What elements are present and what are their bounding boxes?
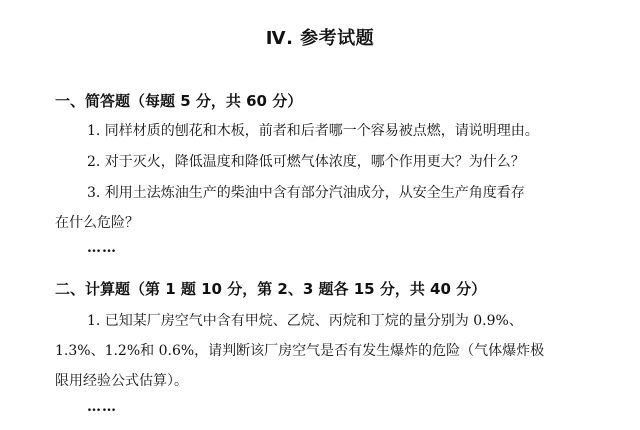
question-line: 1. 已知某厂房空气中含有甲烷、乙烷、丙烷和丁烷的量分别为 0.9%、 bbox=[87, 313, 523, 329]
question-line: 1. 同样材质的刨花和木板，前者和后者哪一个容易被点燃，请说明理由。 bbox=[87, 123, 539, 139]
section-heading-short-answer: 一、简答题（每题 5 分，共 60 分） bbox=[55, 92, 303, 110]
question-line: 3. 利用土法炼油生产的柴油中含有部分汽油成分，从安全生产角度看存 bbox=[87, 185, 525, 201]
question-line: 2. 对于灭火，降低温度和降低可燃气体浓度，哪个作用更大？为什么？ bbox=[87, 154, 525, 170]
question-line-continuation: 在什么危险？ bbox=[55, 215, 139, 231]
section-heading-calculation: 二、计算题（第 1 题 10 分，第 2、3 题各 15 分，共 40 分） bbox=[55, 280, 487, 298]
page-title: Ⅳ. 参考试题 bbox=[265, 28, 375, 49]
question-line-continuation: 1.3%、1.2%和 0.6%，请判断该厂房空气是否有发生爆炸的危险（气体爆炸极 bbox=[55, 343, 545, 359]
question-line-continuation: 限用经验公式估算）。 bbox=[55, 373, 188, 389]
ellipsis: …… bbox=[87, 399, 117, 415]
ellipsis: …… bbox=[87, 240, 117, 256]
